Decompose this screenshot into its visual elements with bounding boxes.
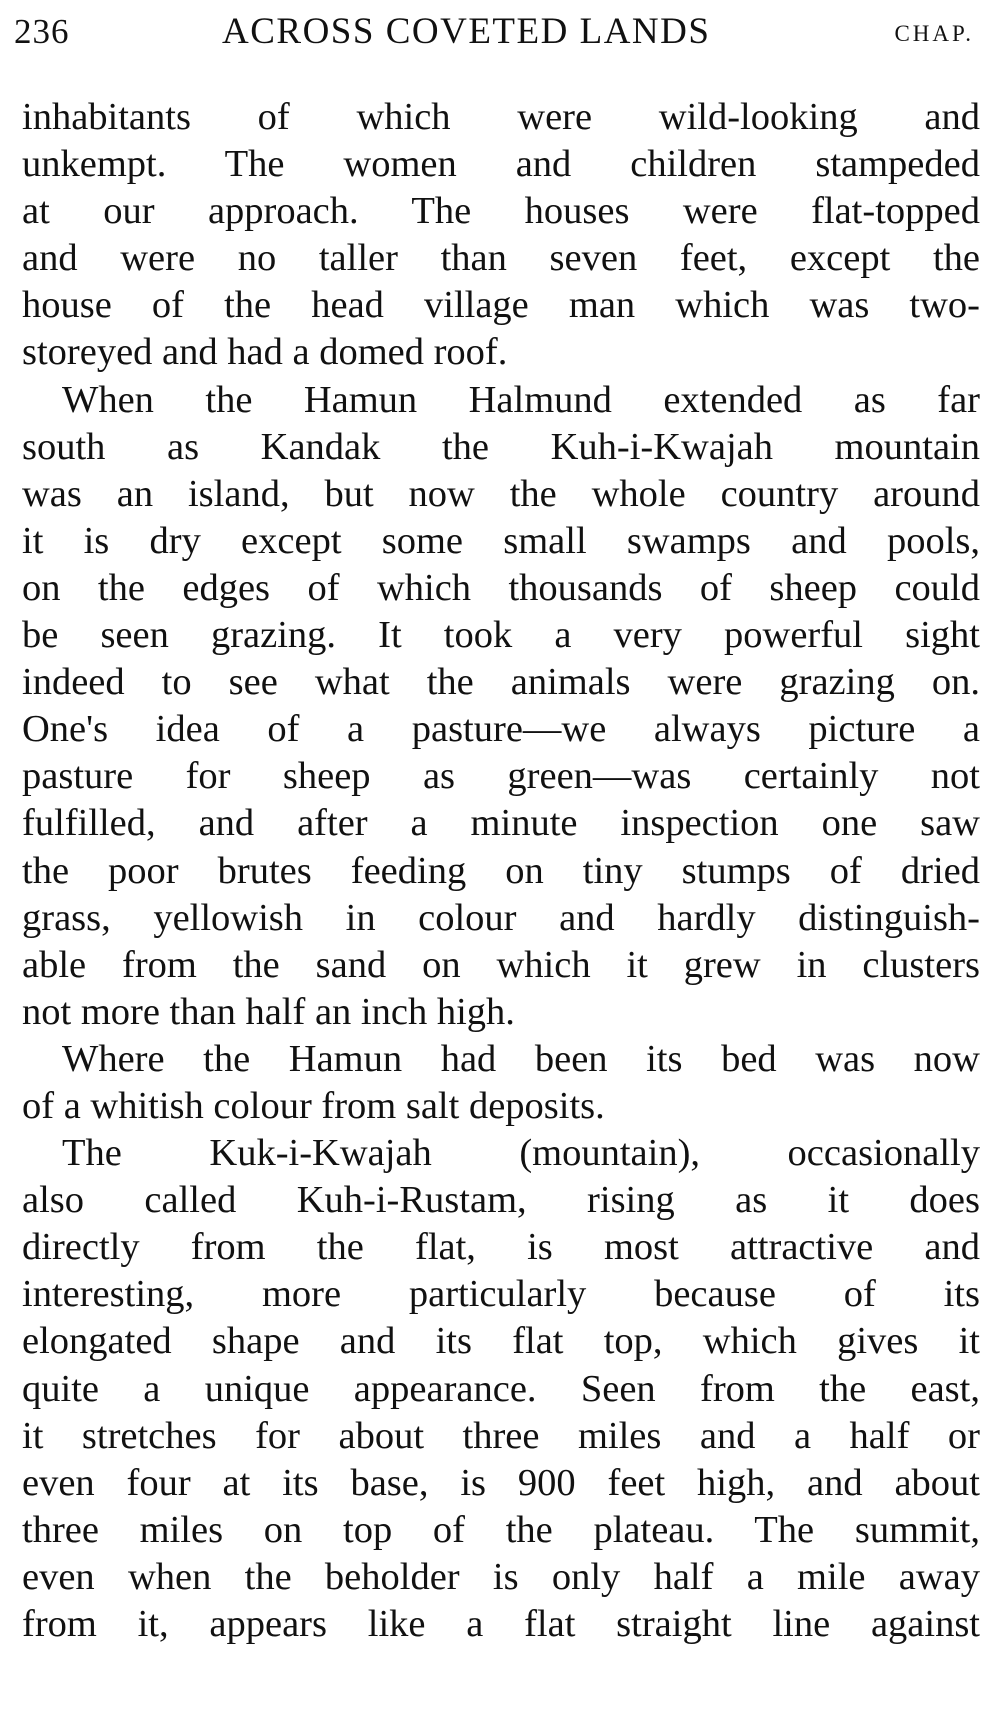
text-line: be seen grazing. It took a very powerful sight [22,614,980,657]
text-line: fulfilled, and after a minute inspection one saw [22,802,980,845]
text-line: quite a unique appearance. Seen from the east, [22,1367,980,1410]
text-line: able from the sand on which it grew in clusters [22,943,980,986]
text-line: and were no taller than seven feet, except the [22,237,980,280]
body-text [22,94,980,1648]
paragraph [22,94,980,377]
paragraph [22,1130,980,1648]
text-line: pasture for sheep as green—was certainly not [22,755,980,798]
text-line: unkempt. The women and children stampeded [22,143,980,186]
running-head [14,8,974,56]
text-line: storeyed and had a domed roof. [22,331,508,374]
text-line: of a whitish colour from salt deposits. [22,1084,605,1127]
text-line: south as Kandak the Kuh-i-Kwajah mountain [22,425,980,468]
text-line: One's idea of a pasture—we always picture a [22,708,980,751]
text-line: it stretches for about three miles and a half or [22,1414,980,1457]
text-line: was an island, but now the whole country around [22,472,980,515]
text-line: directly from the flat, is most attractive and [22,1226,980,1269]
text-line: from it, appears like a flat straight line against [22,1603,980,1645]
text-line: also called Kuh-i-Rustam, rising as it does [22,1179,980,1222]
text-line: When the Hamun Halmund extended as far [62,378,980,421]
text-line: indeed to see what the animals were grazing on. [22,661,980,704]
book-title: ACROSS COVETED LANDS [222,11,711,52]
text-line: at our approach. The houses were flat-topped [22,190,980,233]
text-line: house of the head village man which was two- [22,284,980,327]
text-line: three miles on top of the plateau. The summit, [22,1508,980,1551]
text-line: on the edges of which thousands of sheep could [22,566,980,609]
chapter-label: CHAP. [894,21,974,46]
text-line: inhabitants of which were wild-looking and [22,96,980,138]
text-line: The Kuk-i-Kwajah (mountain), occasionally [62,1132,980,1175]
text-line: even when the beholder is only half a mile away [22,1555,980,1598]
paragraph [22,1036,980,1130]
paragraph [22,377,980,1036]
text-line: not more than half an inch high. [22,990,515,1033]
text-line: grass, yellowish in colour and hardly distinguish- [22,896,980,939]
text-line: Where the Hamun had been its bed was now [62,1037,980,1080]
page-number: 236 [14,12,70,51]
text-line: interesting, more particularly because of its [22,1273,980,1316]
text-line: the poor brutes feeding on tiny stumps of dried [22,849,980,892]
text-line: even four at its base, is 900 feet high, and about [22,1461,980,1504]
text-line: elongated shape and its flat top, which gives it [22,1320,980,1363]
text-line: it is dry except some small swamps and pools, [22,519,980,562]
